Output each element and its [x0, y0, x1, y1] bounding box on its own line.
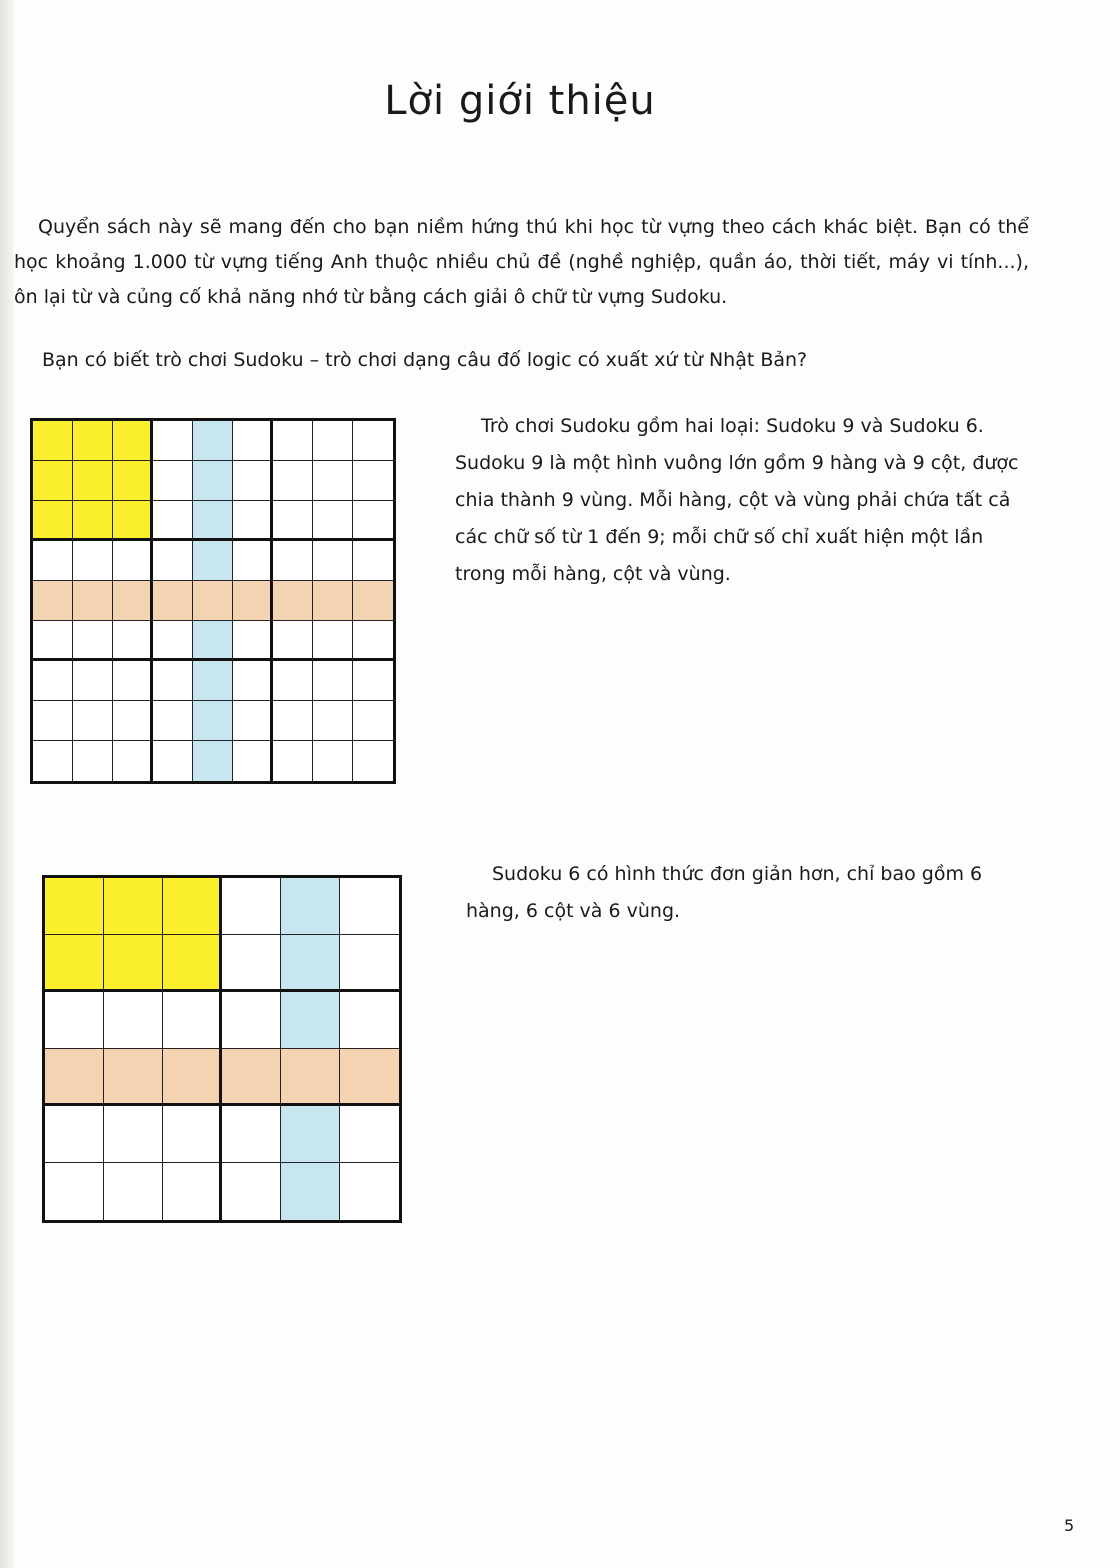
grid-cell: [273, 501, 313, 541]
grid-cell: [163, 935, 222, 992]
grid-cell: [73, 581, 113, 621]
grid-cell: [233, 661, 273, 701]
grid-cell: [193, 701, 233, 741]
grid-cell: [273, 461, 313, 501]
grid-cell: [73, 701, 113, 741]
grid-cell: [113, 701, 153, 741]
grid-cell: [193, 461, 233, 501]
grid-cell: [193, 581, 233, 621]
grid-cell: [193, 621, 233, 661]
grid-cell: [353, 581, 393, 621]
grid-cell: [153, 581, 193, 621]
grid-cell: [33, 581, 73, 621]
grid-cell: [353, 421, 393, 461]
grid-cell: [153, 621, 193, 661]
grid-cell: [113, 741, 153, 781]
grid-cell: [353, 461, 393, 501]
grid-cell: [313, 661, 353, 701]
grid-cell: [113, 661, 153, 701]
grid-cell: [163, 992, 222, 1049]
grid-cell: [313, 501, 353, 541]
grid-cell: [193, 421, 233, 461]
grid-cell: [233, 461, 273, 501]
grid-cell: [163, 1163, 222, 1220]
grid-cell: [153, 501, 193, 541]
grid-cell: [273, 621, 313, 661]
grid-cell: [113, 581, 153, 621]
grid-cell: [193, 741, 233, 781]
page-title: Lời giới thiệu: [384, 78, 656, 124]
intro-paragraph: Quyển sách này sẽ mang đến cho bạn niềm hứng thú khi học từ vựng theo cách khác biệt. Bạn có thể học khoảng 1.000 từ vựng tiếng Anh thuộc nhiều chủ đề (nghề nghiệp, quần áo, thời tiết, máy vi tính...), ôn lại từ và củng cố khả năng nhớ từ bằng cách giải ô chữ từ vựng Sudoku.: [14, 216, 1029, 308]
grid-cell: [104, 1049, 163, 1106]
grid-cell: [222, 992, 281, 1049]
grid-cell: [45, 935, 104, 992]
grid-cell: [113, 501, 153, 541]
grid-cell: [340, 992, 399, 1049]
grid-cell: [45, 1106, 104, 1163]
grid-cell: [353, 541, 393, 581]
grid-cell: [281, 1163, 340, 1220]
grid-cell: [73, 621, 113, 661]
grid-cell: [73, 421, 113, 461]
grid-cell: [313, 461, 353, 501]
grid-cell: [73, 461, 113, 501]
grid-cell: [113, 621, 153, 661]
grid-cell: [33, 541, 73, 581]
grid-cell: [153, 661, 193, 701]
grid-cell: [340, 1106, 399, 1163]
grid-cell: [104, 1163, 163, 1220]
grid-cell: [193, 661, 233, 701]
grid-cell: [281, 935, 340, 992]
grid-cell: [233, 421, 273, 461]
grid-cell: [104, 935, 163, 992]
grid-cell: [222, 935, 281, 992]
grid-cell: [313, 701, 353, 741]
grid-cell: [163, 1106, 222, 1163]
grid-cell: [73, 741, 113, 781]
grid-cell: [153, 701, 193, 741]
grid-cell: [233, 501, 273, 541]
grid-cell: [104, 1106, 163, 1163]
grid-cell: [340, 878, 399, 935]
grid-cell: [222, 1049, 281, 1106]
grid-cell: [33, 661, 73, 701]
grid-cell: [222, 1106, 281, 1163]
grid-cell: [353, 621, 393, 661]
grid-cell: [281, 992, 340, 1049]
grid-cell: [193, 501, 233, 541]
grid-cell: [273, 661, 313, 701]
grid-cell: [340, 1163, 399, 1220]
grid-cell: [353, 741, 393, 781]
grid-cell: [193, 541, 233, 581]
grid-cell: [113, 541, 153, 581]
grid-cell: [273, 581, 313, 621]
grid-cell: [273, 421, 313, 461]
grid-cell: [153, 421, 193, 461]
grid-cell: [104, 878, 163, 935]
grid-cell: [45, 992, 104, 1049]
grid-cell: [340, 1049, 399, 1106]
page-number: 5: [1064, 1516, 1075, 1535]
grid-cell: [73, 661, 113, 701]
grid-cell: [233, 701, 273, 741]
grid-cell: [113, 461, 153, 501]
grid-cell: [153, 541, 193, 581]
grid-cell: [233, 541, 273, 581]
grid-cell: [313, 541, 353, 581]
grid-cell: [313, 621, 353, 661]
grid-cell: [104, 992, 163, 1049]
grid-cell: [273, 741, 313, 781]
grid-cell: [73, 501, 113, 541]
grid-cell: [313, 741, 353, 781]
grid-cell: [273, 541, 313, 581]
grid-cell: [73, 541, 113, 581]
grid-cell: [33, 621, 73, 661]
grid-cell: [281, 878, 340, 935]
question-paragraph: Bạn có biết trò chơi Sudoku – trò chơi dạng câu đố logic có xuất xứ từ Nhật Bản?: [42, 349, 808, 371]
sudoku-6-description: Sudoku 6 có hình thức đơn giản hơn, chỉ bao gồm 6 hàng, 6 cột và 6 vùng.: [466, 863, 983, 922]
grid-cell: [233, 581, 273, 621]
grid-cell: [313, 581, 353, 621]
grid-cell: [45, 878, 104, 935]
page-binding-edge: [0, 0, 14, 1568]
grid-cell: [33, 461, 73, 501]
sudoku-9-description: Trò chơi Sudoku gồm hai loại: Sudoku 9 và Sudoku 6. Sudoku 9 là một hình vuông lớn gồm 9 hàng và 9 cột, được chia thành 9 vùng. Mỗi hàng, cột và vùng phải chứa tất cả các chữ số từ 1 đến 9; mỗi chữ số chỉ xuất hiện một lần trong mỗi hàng, cột và vùng.: [455, 415, 1019, 585]
grid-cell: [313, 421, 353, 461]
grid-cell: [353, 501, 393, 541]
grid-cell: [153, 741, 193, 781]
grid-cell: [33, 421, 73, 461]
sudoku-6-diagram: [42, 875, 402, 1223]
sudoku-9-diagram: [30, 418, 396, 784]
grid-cell: [273, 701, 313, 741]
grid-cell: [45, 1163, 104, 1220]
grid-cell: [163, 878, 222, 935]
grid-cell: [45, 1049, 104, 1106]
grid-cell: [33, 701, 73, 741]
grid-cell: [163, 1049, 222, 1106]
grid-cell: [233, 741, 273, 781]
grid-cell: [222, 1163, 281, 1220]
grid-cell: [153, 461, 193, 501]
grid-cell: [233, 621, 273, 661]
grid-cell: [33, 501, 73, 541]
grid-cell: [222, 878, 281, 935]
grid-cell: [113, 421, 153, 461]
grid-cell: [281, 1049, 340, 1106]
grid-cell: [340, 935, 399, 992]
grid-cell: [281, 1106, 340, 1163]
grid-cell: [353, 661, 393, 701]
grid-cell: [33, 741, 73, 781]
grid-cell: [353, 701, 393, 741]
